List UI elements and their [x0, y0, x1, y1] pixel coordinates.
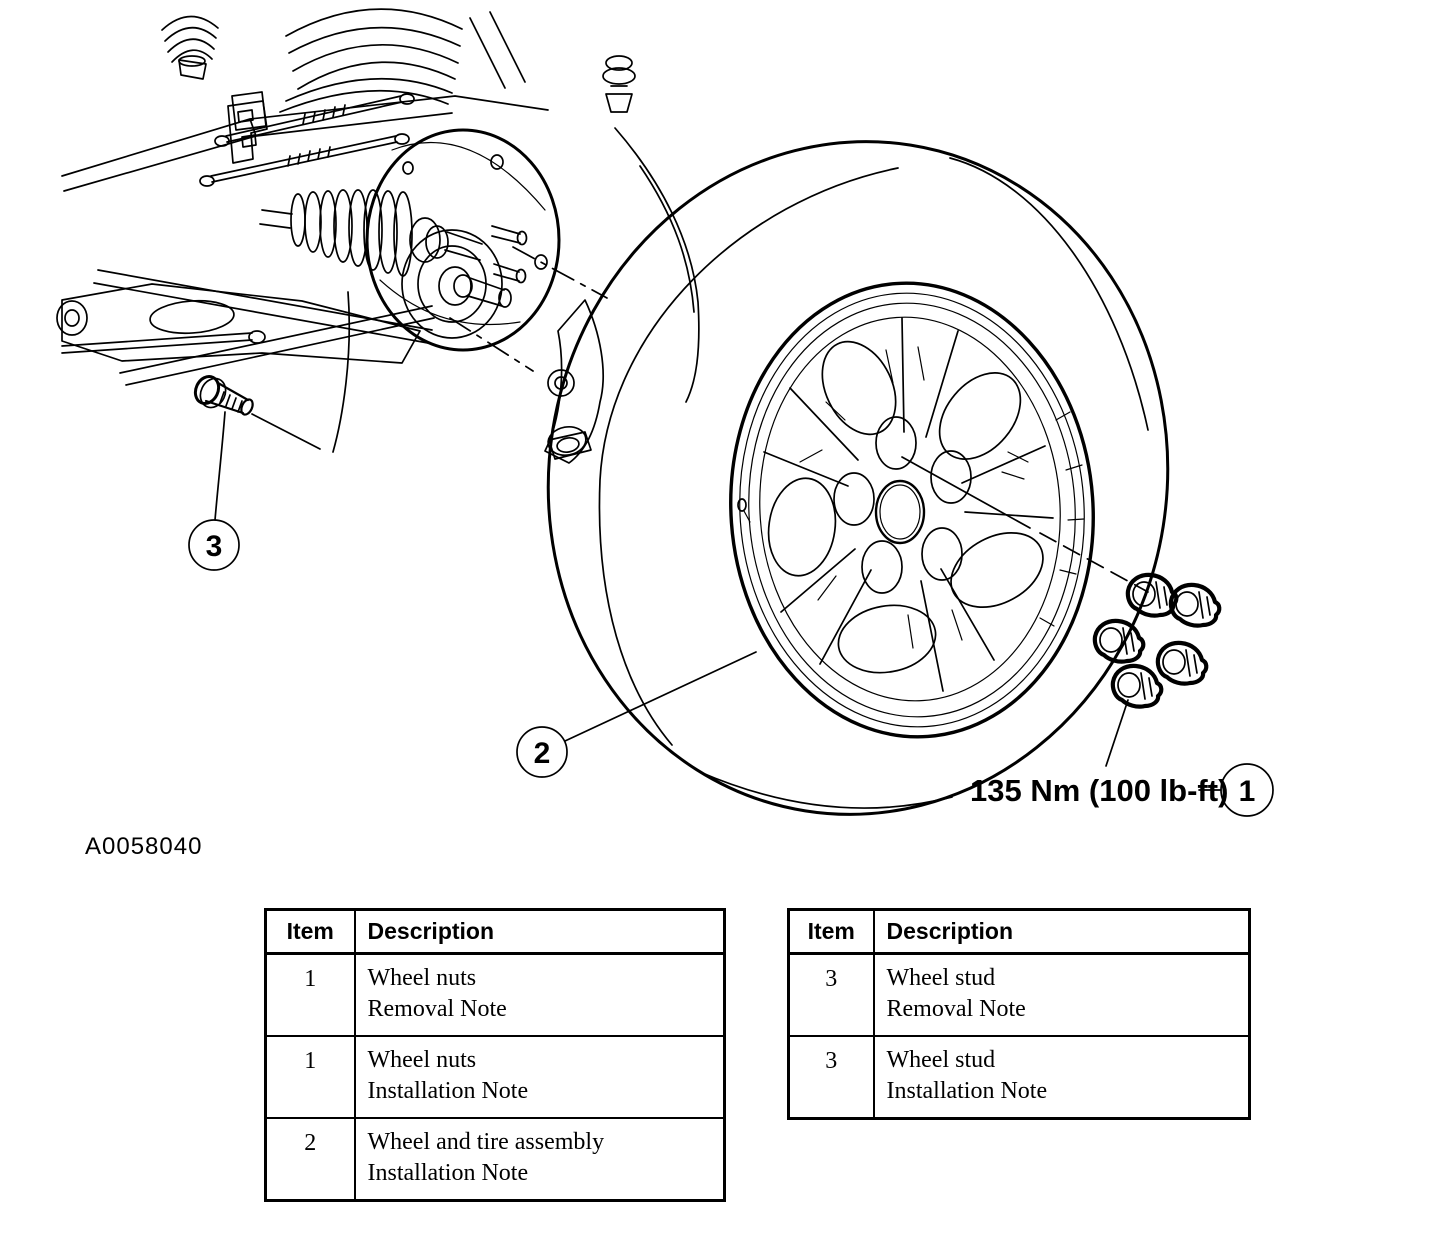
table-row	[266, 1036, 725, 1118]
leader-lines	[215, 247, 1221, 790]
callout2-leader	[565, 652, 756, 741]
description-line: Wheel nuts	[367, 965, 477, 991]
item-description	[355, 1118, 725, 1201]
tire-and-wheel-drawing	[500, 97, 1216, 859]
item-number: 3	[789, 1036, 874, 1119]
description-column-header: Description	[355, 910, 725, 954]
item-number: 1	[266, 1036, 355, 1118]
stud-pointer-line	[252, 414, 320, 449]
figure-id-label: A0058040	[85, 833, 203, 860]
description-line: Installation Note	[367, 1160, 529, 1186]
table-header-row	[266, 910, 725, 954]
description-column-header: Description	[874, 910, 1250, 954]
item-number: 1	[266, 954, 355, 1037]
description-line: Removal Note	[886, 996, 1026, 1022]
callout-2-number: 2	[533, 737, 551, 770]
item-column-header: Item	[266, 910, 355, 954]
hub-to-nut-line	[902, 457, 1030, 528]
description-line: Installation Note	[367, 1078, 529, 1104]
table-row	[789, 1036, 1250, 1119]
nut-to-torque-leader	[1106, 700, 1128, 766]
torque-value-label: 135 Nm (100 lb-ft)	[970, 773, 1229, 808]
description-line: Wheel stud	[886, 965, 996, 991]
callout3-leader	[215, 412, 225, 520]
description-line: Installation Note	[886, 1078, 1048, 1104]
table-row	[266, 954, 725, 1037]
item-description	[355, 954, 725, 1037]
suspension-assembly-drawing	[57, 9, 699, 463]
item-description	[874, 1036, 1250, 1119]
callout-1	[1221, 764, 1273, 816]
table-row	[266, 1118, 725, 1201]
hub-alignment-dash-line	[513, 247, 607, 298]
item-description-table-left	[264, 908, 726, 1202]
wheel-stud-drawing	[191, 373, 255, 417]
description-line: Removal Note	[367, 996, 507, 1022]
callout-3-number: 3	[205, 530, 223, 563]
item-number: 3	[789, 954, 874, 1037]
description-line: Wheel and tire assembly	[367, 1129, 605, 1155]
callout-1-number: 1	[1238, 775, 1256, 808]
item-column-header: Item	[789, 910, 874, 954]
table-header-row	[789, 910, 1250, 954]
description-line: Wheel nuts	[367, 1047, 477, 1073]
item-number: 2	[266, 1118, 355, 1201]
callout-3	[189, 520, 239, 570]
item-description	[355, 1036, 725, 1118]
hub-alignment-dash-line-2	[450, 318, 533, 371]
lug-nuts-drawing	[1095, 575, 1219, 707]
item-description	[874, 954, 1250, 1037]
table-row	[789, 954, 1250, 1037]
callout-2	[517, 727, 567, 777]
description-line: Wheel stud	[886, 1047, 996, 1073]
item-description-table-right	[787, 908, 1251, 1120]
